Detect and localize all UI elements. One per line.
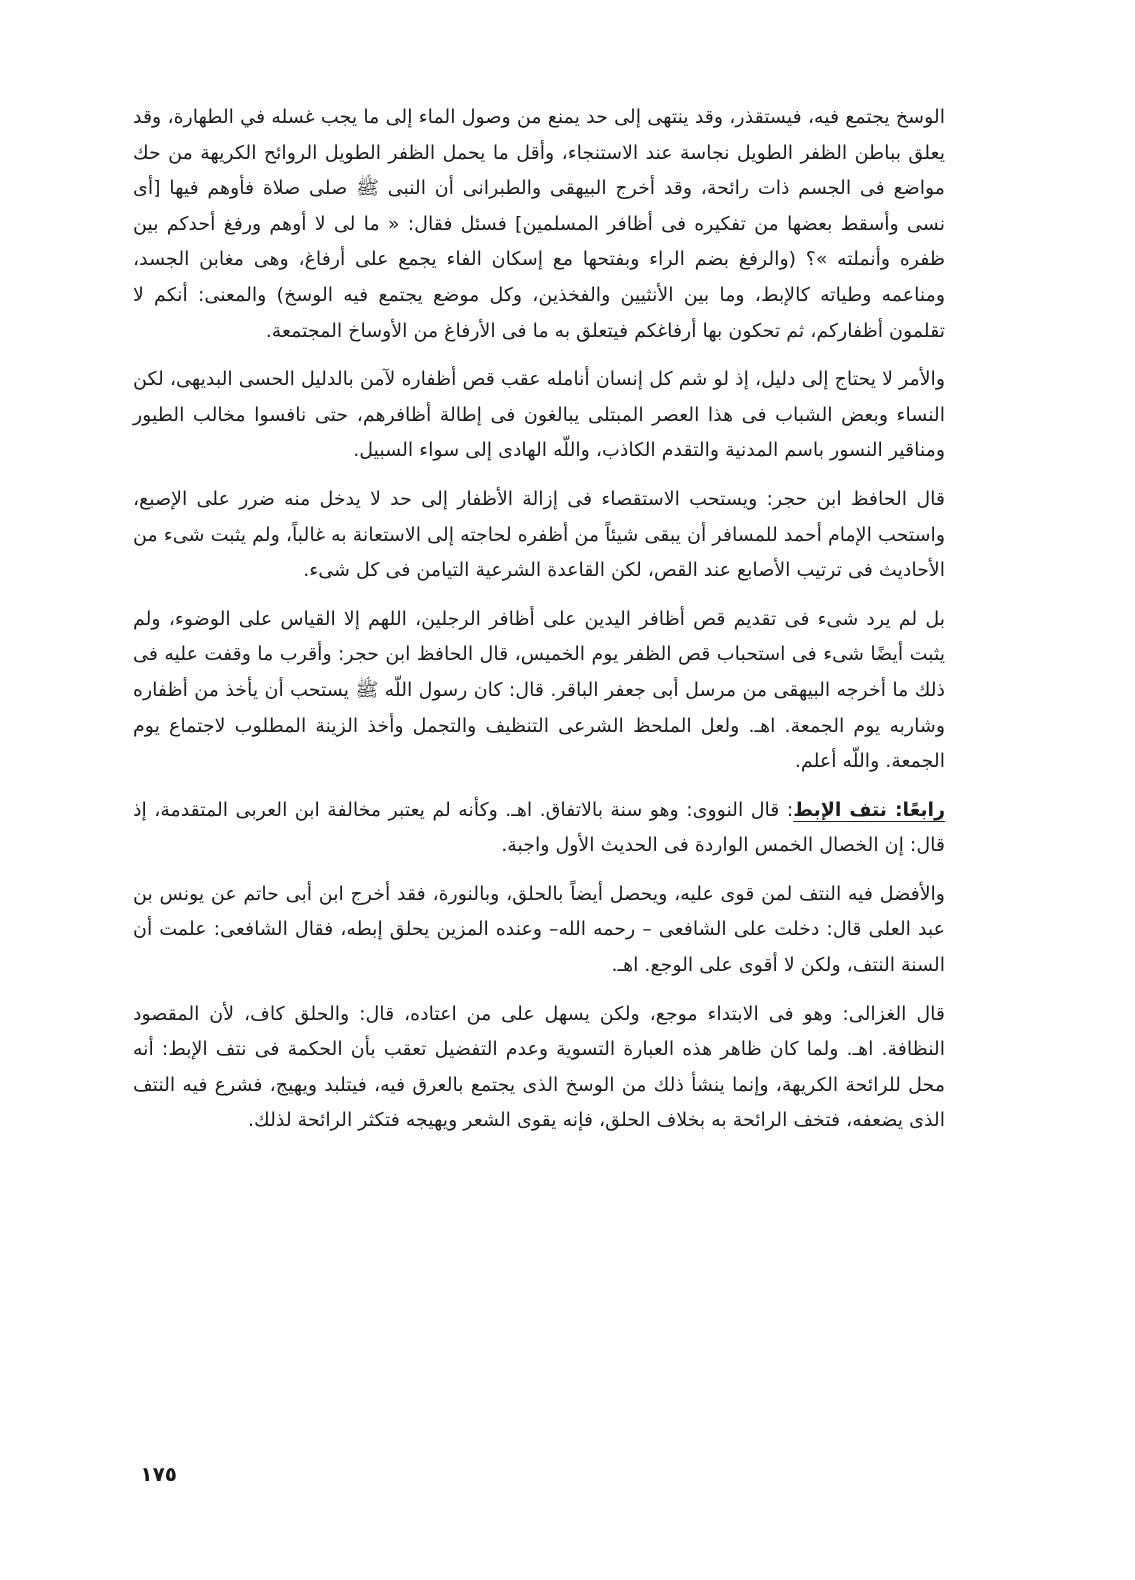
paragraph: قال الغزالى: وهو فى الابتداء موجع، ولكن يسهل على من اعتاده، قال: والحلق كاف، لأن المقصود النظافة. اهـ. ولما كان ظاهر هذه العبارة التسوية وعدم التفضيل تعقب بأن الحكمة فى نتف الإبط: أنه محل للرائحة الكريهة، وإنما ينشأ ذلك من الوسخ الذى يجتمع بالعرق فيه، فيتلبد ويهيج، فشرع فيه النتف الذى يضعفه، فتخف الرائحة به بخلاف الحلق، فإنه يقوى الشعر ويهيجه فتكثر الرائحة لذلك.: [133, 1002, 945, 1132]
page-number: ١٧٥: [140, 1462, 177, 1486]
body-text: [133, 100, 945, 1152]
section-paragraph: [133, 793, 945, 864]
paragraph: بل لم يرد شىء فى تقديم قص أظافر اليدين على أظافر الرجلين، اللهم إلا القياس على الوضوء، ولم يثبت أيضًا شىء فى استحباب قص الظفر يوم الخميس، قال الحافظ ابن حجر: وأقرب ما وقفت عليه فى ذلك ما أخرجه البيهقى من مرسل أبى جعفر الباقر. قال: كان رسول اللّه ﷺ يستحب أن يأخذ من أظفاره وشاربه يوم الجمعة. اهـ. ولعل الملحظ الشرعى التنظيف والتجمل وأخذ الزينة المطلوب لاجتماع يوم الجمعة. واللّه أعلم.: [133, 607, 945, 773]
paragraph: والأمر لا يحتاج إلى دليل، إذ لو شم كل إنسان أنامله عقب قص أظفاره لآمن بالدليل الحسى البديهى، لكن النساء وبعض الشباب فى هذا العصر المبتلى يبالغون فى إطالة أظافرهم، حتى نافسوا مخالب الطيور ومناقير النسور باسم المدنية والتقدم الكاذب، واللّه الهادى إلى سواء السبيل.: [133, 368, 945, 462]
paragraph: والأفضل فيه النتف لمن قوى عليه، ويحصل أيضاً بالحلق، وبالنورة، فقد أخرج ابن أبى حاتم عن يونس بن عبد العلى قال: دخلت على الشافعى – رحمه الله– وعنده المزين يحلق إبطه، فقال الشافعى: علمت أن السنة النتف، ولكن لا أقوى على الوجع. اهـ.: [133, 882, 945, 977]
paragraph: الوسخ يجتمع فيه، فيستقذر، وقد ينتهى إلى حد يمنع من وصول الماء إلى ما يجب غسله في الطهارة، وقد يعلق بباطن الظفر الطويل نجاسة عند الاستنجاء، وأقل ما يحمل الظفر الطويل الروائح الكريهة من حك مواضع فى الجسم ذات رائحة، وقد أخرج البيهقى والطبرانى أن النبى ﷺ صلى صلاة فأوهم فيها [أى نسى وأسقط بعضها من تفكيره فى أظافر المسلمين] فسئل فقال: « ما لى لا أوهم ورفغ أحدكم بين ظفره وأنملته »؟ (والرفغ بضم الراء وبفتحها مع إسكان الفاء يجمع على أرفاغ، وهى مغابن الجسد، ومناعمه وطياته كالإبط، وما بين الأنثيين والفخذين، وكل موضع يجتمع فيه الوسخ) والمعنى: أنكم لا تقلمون أظفاركم، ثم تحكون بها أرفاغكم فيتعلق به ما فى الأرفاغ من الأوساخ المجتمعة.: [133, 106, 945, 342]
section-heading: رابعًا: نتف الإبط: [793, 798, 946, 821]
paragraph: قال الحافظ ابن حجر: ويستحب الاستقصاء فى إزالة الأظفار إلى حد لا يدخل منه ضرر على الإصبع، واستحب الإمام أحمد للمسافر أن يبقى شيئاً من أظفره لحاجته إلى الاستعانة به غالباً، ولم يثبت شىء من الأحاديث فى ترتيب الأصابع عند القص، لكن القاعدة الشرعية التيامن فى كل شىء.: [133, 487, 945, 582]
section-text: : قال النووى: وهو سنة بالاتفاق. اهـ. وكأنه لم يعتبر مخالفة ابن العربى المتقدمة، إذ قال: إن الخصال الخمس الواردة فى الحديث الأول واجبة.: [133, 798, 945, 857]
